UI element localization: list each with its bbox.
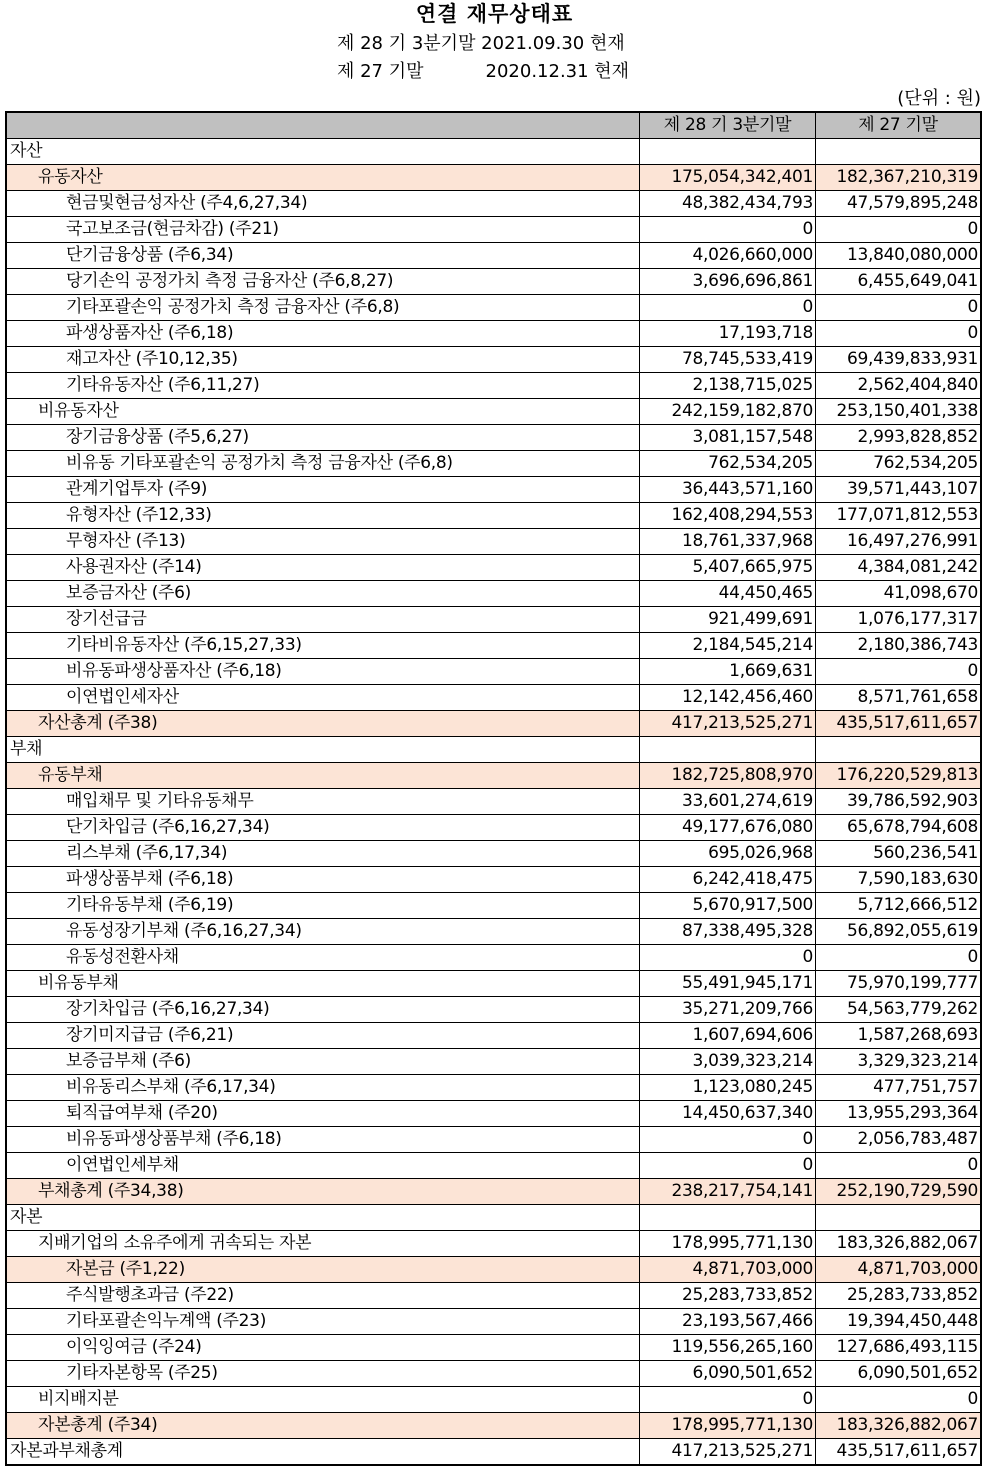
row-label: 국고보조금(현금차감) (주21)	[6, 217, 640, 243]
value-prior	[816, 1205, 982, 1231]
value-current: 6,090,501,652	[640, 1361, 816, 1387]
value-prior: 0	[816, 945, 982, 971]
value-prior: 7,590,183,630	[816, 867, 982, 893]
value-current: 17,193,718	[640, 321, 816, 347]
value-current: 4,026,660,000	[640, 243, 816, 269]
row-label: 기타포괄손익 공정가치 측정 금융자산 (주6,8)	[6, 295, 640, 321]
value-prior: 16,497,276,991	[816, 529, 982, 555]
table-header-row	[6, 112, 981, 139]
period-prior	[337, 58, 629, 86]
table-row	[6, 1075, 981, 1101]
value-current: 4,871,703,000	[640, 1257, 816, 1283]
value-prior: 182,367,210,319	[816, 165, 982, 191]
value-current: 1,669,631	[640, 659, 816, 685]
row-label: 리스부채 (주6,17,34)	[6, 841, 640, 867]
row-label: 유형자산 (주12,33)	[6, 503, 640, 529]
value-current: 175,054,342,401	[640, 165, 816, 191]
value-prior: 39,571,443,107	[816, 477, 982, 503]
value-prior: 2,180,386,743	[816, 633, 982, 659]
value-prior: 253,150,401,338	[816, 399, 982, 425]
value-current: 3,039,323,214	[640, 1049, 816, 1075]
value-current: 18,761,337,968	[640, 529, 816, 555]
row-label: 자산총계 (주38)	[6, 711, 640, 737]
balance-sheet-table	[5, 111, 982, 1466]
value-prior: 252,190,729,590	[816, 1179, 982, 1205]
value-current: 0	[640, 1127, 816, 1153]
value-prior: 5,712,666,512	[816, 893, 982, 919]
value-current: 162,408,294,553	[640, 503, 816, 529]
table-row	[6, 1127, 981, 1153]
table-row	[6, 789, 981, 815]
table-row	[6, 503, 981, 529]
table-row	[6, 1335, 981, 1361]
table-row	[6, 815, 981, 841]
table-row	[6, 711, 981, 737]
table-row	[6, 139, 981, 165]
value-prior: 560,236,541	[816, 841, 982, 867]
table-row	[6, 295, 981, 321]
value-prior: 183,326,882,067	[816, 1413, 982, 1439]
value-prior: 0	[816, 1153, 982, 1179]
value-prior: 183,326,882,067	[816, 1231, 982, 1257]
value-prior: 6,090,501,652	[816, 1361, 982, 1387]
row-label: 관계기업투자 (주9)	[6, 477, 640, 503]
table-row	[6, 425, 981, 451]
value-current: 48,382,434,793	[640, 191, 816, 217]
value-current	[640, 1205, 816, 1231]
row-label: 재고자산 (주10,12,35)	[6, 347, 640, 373]
row-label: 보증금자산 (주6)	[6, 581, 640, 607]
value-prior	[816, 139, 982, 165]
value-prior: 19,394,450,448	[816, 1309, 982, 1335]
value-prior: 65,678,794,608	[816, 815, 982, 841]
row-label: 단기차입금 (주6,16,27,34)	[6, 815, 640, 841]
row-label: 비유동리스부채 (주6,17,34)	[6, 1075, 640, 1101]
row-label: 기타비유동자산 (주6,15,27,33)	[6, 633, 640, 659]
row-label: 이연법인세부채	[6, 1153, 640, 1179]
row-label: 비유동파생상품부채 (주6,18)	[6, 1127, 640, 1153]
header-cell-label	[6, 112, 640, 139]
value-current: 0	[640, 217, 816, 243]
value-current: 178,995,771,130	[640, 1413, 816, 1439]
table-row	[6, 1049, 981, 1075]
row-label: 유동부채	[6, 763, 640, 789]
row-label: 장기미지급금 (주6,21)	[6, 1023, 640, 1049]
value-current: 182,725,808,970	[640, 763, 816, 789]
value-prior: 25,283,733,852	[816, 1283, 982, 1309]
value-current: 87,338,495,328	[640, 919, 816, 945]
value-current: 44,450,465	[640, 581, 816, 607]
table-row	[6, 919, 981, 945]
value-current: 0	[640, 1387, 816, 1413]
value-prior: 477,751,757	[816, 1075, 982, 1101]
row-label: 기타포괄손익누계액 (주23)	[6, 1309, 640, 1335]
value-prior: 0	[816, 659, 982, 685]
table-row	[6, 1361, 981, 1387]
table-row	[6, 685, 981, 711]
value-prior: 3,329,323,214	[816, 1049, 982, 1075]
value-prior: 54,563,779,262	[816, 997, 982, 1023]
row-label: 파생상품자산 (주6,18)	[6, 321, 640, 347]
value-current: 55,491,945,171	[640, 971, 816, 997]
value-current: 238,217,754,141	[640, 1179, 816, 1205]
value-prior: 41,098,670	[816, 581, 982, 607]
table-row	[6, 581, 981, 607]
row-label: 자본	[6, 1205, 640, 1231]
table-row	[6, 659, 981, 685]
table-row	[6, 399, 981, 425]
table-row	[6, 1309, 981, 1335]
value-current: 23,193,567,466	[640, 1309, 816, 1335]
value-current: 1,607,694,606	[640, 1023, 816, 1049]
row-label: 자본과부채총계	[6, 1439, 640, 1466]
table-row	[6, 1387, 981, 1413]
row-label: 지배기업의 소유주에게 귀속되는 자본	[6, 1231, 640, 1257]
row-label: 장기차입금 (주6,16,27,34)	[6, 997, 640, 1023]
value-prior: 0	[816, 1387, 982, 1413]
value-prior: 762,534,205	[816, 451, 982, 477]
value-current: 35,271,209,766	[640, 997, 816, 1023]
header-cell-prior: 제 27 기말	[816, 112, 982, 139]
row-label: 당기손익 공정가치 측정 금융자산 (주6,8,27)	[6, 269, 640, 295]
table-row	[6, 555, 981, 581]
value-current: 25,283,733,852	[640, 1283, 816, 1309]
row-label: 보증금부채 (주6)	[6, 1049, 640, 1075]
value-prior: 435,517,611,657	[816, 1439, 982, 1466]
unit-label: (단위 : 원)	[897, 88, 981, 109]
table-row	[6, 1153, 981, 1179]
row-label: 유동성전환사채	[6, 945, 640, 971]
table-row	[6, 451, 981, 477]
value-current: 78,745,533,419	[640, 347, 816, 373]
value-prior: 56,892,055,619	[816, 919, 982, 945]
table-row	[6, 1023, 981, 1049]
row-label: 기타유동부채 (주6,19)	[6, 893, 640, 919]
value-prior: 0	[816, 217, 982, 243]
period-prior-label: 제 27 기말	[337, 61, 424, 82]
value-prior: 2,562,404,840	[816, 373, 982, 399]
value-current: 178,995,771,130	[640, 1231, 816, 1257]
value-prior: 13,840,080,000	[816, 243, 982, 269]
value-prior: 435,517,611,657	[816, 711, 982, 737]
header-cell-current: 제 28 기 3분기말	[640, 112, 816, 139]
value-current: 6,242,418,475	[640, 867, 816, 893]
row-label: 비유동부채	[6, 971, 640, 997]
row-label: 유동성장기부채 (주6,16,27,34)	[6, 919, 640, 945]
value-prior: 39,786,592,903	[816, 789, 982, 815]
row-label: 단기금융상품 (주6,34)	[6, 243, 640, 269]
value-current: 0	[640, 945, 816, 971]
value-current: 5,407,665,975	[640, 555, 816, 581]
value-prior: 176,220,529,813	[816, 763, 982, 789]
value-current: 12,142,456,460	[640, 685, 816, 711]
value-current	[640, 139, 816, 165]
row-label: 비유동 기타포괄손익 공정가치 측정 금융자산 (주6,8)	[6, 451, 640, 477]
value-prior: 47,579,895,248	[816, 191, 982, 217]
value-current: 36,443,571,160	[640, 477, 816, 503]
row-label: 비유동파생상품자산 (주6,18)	[6, 659, 640, 685]
table-row	[6, 763, 981, 789]
value-current: 14,450,637,340	[640, 1101, 816, 1127]
table-row	[6, 191, 981, 217]
row-label: 비지배지분	[6, 1387, 640, 1413]
table-row	[6, 893, 981, 919]
table-row	[6, 1439, 981, 1466]
table-row	[6, 529, 981, 555]
row-label: 유동자산	[6, 165, 640, 191]
table-row	[6, 971, 981, 997]
value-prior: 0	[816, 321, 982, 347]
value-current: 762,534,205	[640, 451, 816, 477]
table-row	[6, 347, 981, 373]
value-prior	[816, 737, 982, 763]
period-prior-date: 2020.12.31 현재	[485, 61, 630, 82]
table-row	[6, 1257, 981, 1283]
table-row	[6, 841, 981, 867]
value-current: 417,213,525,271	[640, 711, 816, 737]
value-current: 417,213,525,271	[640, 1439, 816, 1466]
value-current: 0	[640, 295, 816, 321]
row-label: 현금및현금성자산 (주4,6,27,34)	[6, 191, 640, 217]
value-current: 119,556,265,160	[640, 1335, 816, 1361]
row-label: 자본금 (주1,22)	[6, 1257, 640, 1283]
value-current: 5,670,917,500	[640, 893, 816, 919]
value-prior: 69,439,833,931	[816, 347, 982, 373]
row-label: 기타자본항목 (주25)	[6, 1361, 640, 1387]
value-current: 3,081,157,548	[640, 425, 816, 451]
row-label: 기타유동자산 (주6,11,27)	[6, 373, 640, 399]
row-label: 부채총계 (주34,38)	[6, 1179, 640, 1205]
table-row	[6, 1231, 981, 1257]
table-row	[6, 243, 981, 269]
row-label: 장기선급금	[6, 607, 640, 633]
value-prior: 6,455,649,041	[816, 269, 982, 295]
value-current: 33,601,274,619	[640, 789, 816, 815]
value-current	[640, 737, 816, 763]
row-label: 무형자산 (주13)	[6, 529, 640, 555]
value-prior: 2,056,783,487	[816, 1127, 982, 1153]
row-label: 부채	[6, 737, 640, 763]
value-prior: 4,871,703,000	[816, 1257, 982, 1283]
table-row	[6, 737, 981, 763]
table-row	[6, 269, 981, 295]
table-row	[6, 1101, 981, 1127]
table-row	[6, 867, 981, 893]
value-current: 1,123,080,245	[640, 1075, 816, 1101]
row-label: 자본총계 (주34)	[6, 1413, 640, 1439]
row-label: 비유동자산	[6, 399, 640, 425]
value-current: 2,184,545,214	[640, 633, 816, 659]
table-row	[6, 373, 981, 399]
table-row	[6, 633, 981, 659]
table-row	[6, 607, 981, 633]
row-label: 매입채무 및 기타유동채무	[6, 789, 640, 815]
row-label: 장기금융상품 (주5,6,27)	[6, 425, 640, 451]
table-row	[6, 945, 981, 971]
row-label: 주식발행초과금 (주22)	[6, 1283, 640, 1309]
value-current: 2,138,715,025	[640, 373, 816, 399]
row-label: 퇴직급여부채 (주20)	[6, 1101, 640, 1127]
period-current: 제 28 기 3분기말 2021.09.30 현재	[337, 33, 625, 54]
value-prior: 8,571,761,658	[816, 685, 982, 711]
value-prior: 75,970,199,777	[816, 971, 982, 997]
value-prior: 1,076,177,317	[816, 607, 982, 633]
value-current: 921,499,691	[640, 607, 816, 633]
table-row	[6, 217, 981, 243]
value-prior: 177,071,812,553	[816, 503, 982, 529]
table-row	[6, 165, 981, 191]
row-label: 자산	[6, 139, 640, 165]
value-prior: 127,686,493,115	[816, 1335, 982, 1361]
table-row	[6, 1413, 981, 1439]
row-label: 파생상품부채 (주6,18)	[6, 867, 640, 893]
value-current: 49,177,676,080	[640, 815, 816, 841]
table-row	[6, 1179, 981, 1205]
table-row	[6, 1205, 981, 1231]
value-current: 0	[640, 1153, 816, 1179]
value-prior: 13,955,293,364	[816, 1101, 982, 1127]
table-row	[6, 477, 981, 503]
table-row	[6, 1283, 981, 1309]
table-row	[6, 321, 981, 347]
table-row	[6, 997, 981, 1023]
value-current: 242,159,182,870	[640, 399, 816, 425]
document-title: 연결 재무상태표	[415, 2, 574, 26]
row-label: 이익잉여금 (주24)	[6, 1335, 640, 1361]
row-label: 사용권자산 (주14)	[6, 555, 640, 581]
row-label: 이연법인세자산	[6, 685, 640, 711]
value-prior: 4,384,081,242	[816, 555, 982, 581]
value-prior: 1,587,268,693	[816, 1023, 982, 1049]
value-prior: 2,993,828,852	[816, 425, 982, 451]
value-current: 3,696,696,861	[640, 269, 816, 295]
value-current: 695,026,968	[640, 841, 816, 867]
value-prior: 0	[816, 295, 982, 321]
